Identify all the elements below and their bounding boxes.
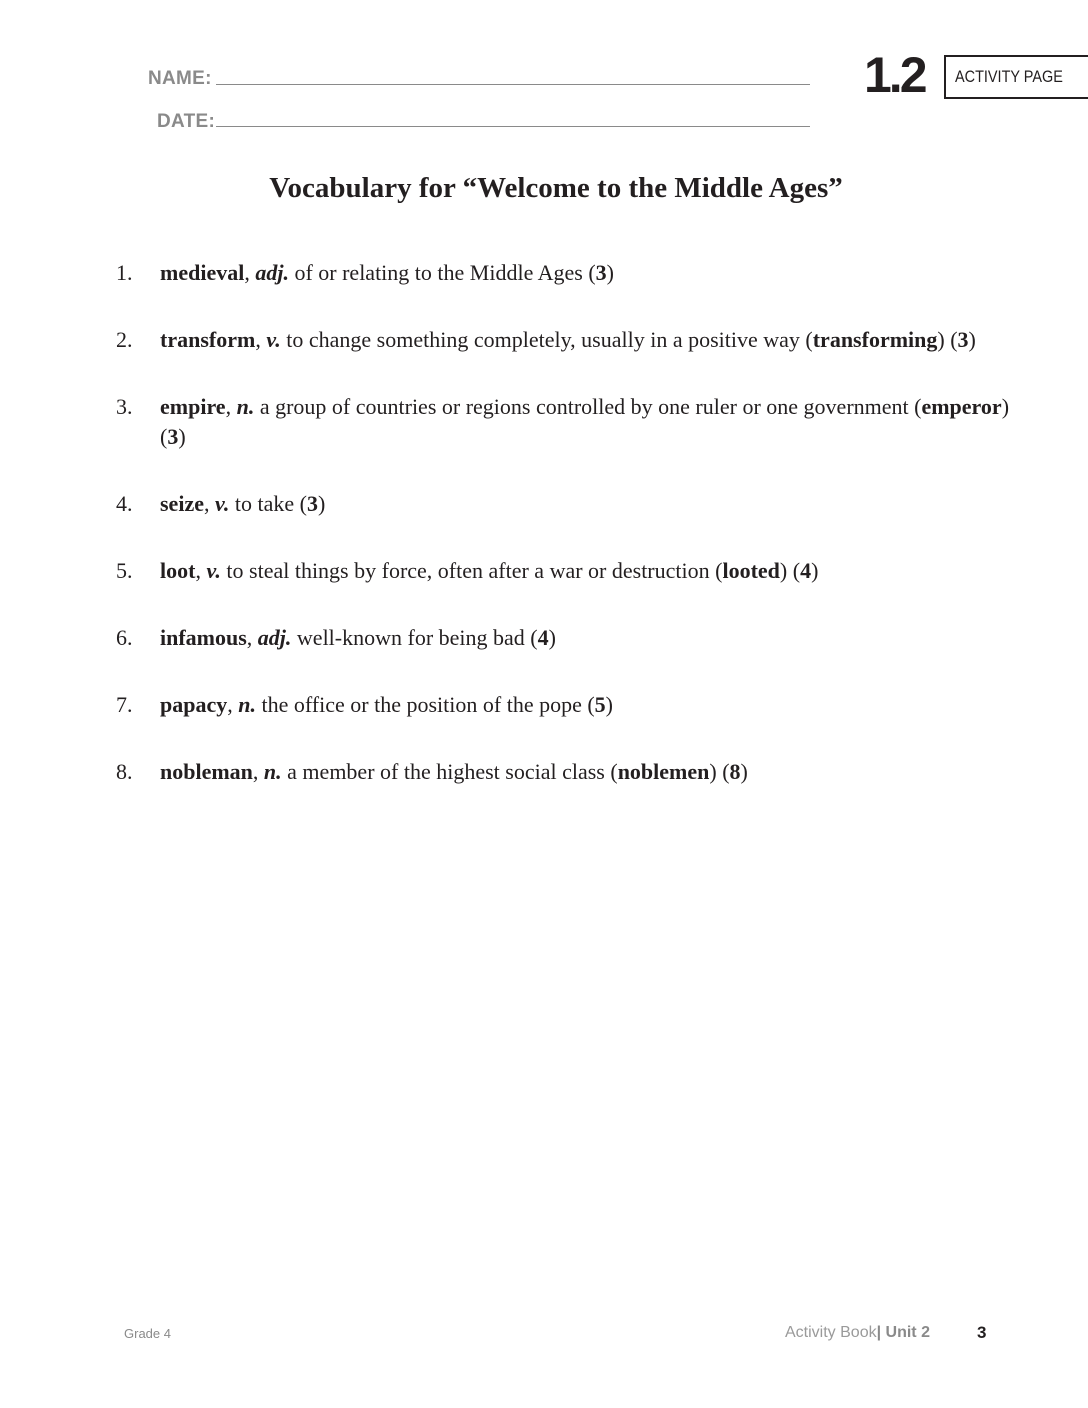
part-of-speech: n. — [263, 759, 282, 784]
vocab-item — [116, 623, 1016, 653]
vocab-definition: a member of the highest social class — [281, 759, 611, 784]
vocab-item-entry: seize, v. to take (3) — [160, 491, 326, 516]
date-line[interactable] — [216, 126, 810, 127]
vocab-word-form: looted — [722, 558, 780, 583]
vocab-word: transform — [160, 327, 256, 352]
vocab-definition: of or relating to the Middle Ages ( — [288, 260, 596, 285]
vocab-word-form: noblemen — [617, 759, 710, 784]
part-of-speech: adj. — [255, 260, 289, 285]
vocab-definition: well-known for being bad ( — [291, 625, 538, 650]
vocab-item — [116, 690, 1016, 720]
vocab-word: empire — [160, 394, 226, 419]
vocab-definition: the office or the position of the pope ( — [256, 692, 595, 717]
activity-number: 1.2 — [864, 47, 925, 103]
vocab-item-entry: medieval, adj. of or relating to the Middle Ages (3) — [160, 260, 614, 285]
vocab-page-ref: 3 — [167, 424, 179, 449]
part-of-speech: v. — [206, 558, 221, 583]
vocab-definition: a group of countries or regions controlled by one ruler or one government — [254, 394, 915, 419]
vocab-page-ref: 5 — [594, 692, 606, 717]
part-of-speech: adj. — [257, 625, 292, 650]
name-label: NAME: — [148, 68, 212, 89]
vocab-definition: to change something completely, usually in a positive way — [280, 327, 806, 352]
activity-page-label: ACTIVITY PAGE — [955, 67, 1063, 86]
footer-book-title: Activity Book — [785, 1324, 877, 1341]
vocab-page-ref: 3 — [957, 327, 969, 352]
vocab-word: papacy — [160, 692, 228, 717]
vocab-word-form: emperor — [921, 394, 1002, 419]
vocab-item-number: 8. — [116, 759, 133, 784]
vocab-item-number: 3. — [116, 394, 133, 419]
page-number: 3 — [977, 1323, 987, 1342]
vocab-item — [116, 757, 1016, 787]
vocab-item-number: 2. — [116, 327, 133, 352]
vocab-item-number: 4. — [116, 491, 133, 516]
vocab-item-number: 5. — [116, 558, 133, 583]
vocab-item-number: 6. — [116, 625, 133, 650]
vocab-definition: to steal things by force, often after a war or destruction — [220, 558, 716, 583]
vocab-page-ref: 4 — [537, 625, 549, 650]
vocab-item-entry: empire, n. a group of countries or regions controlled by one ruler or one government (emperor) (3) — [160, 394, 1010, 449]
vocab-item — [116, 325, 1016, 355]
vocab-page-ref: 3 — [307, 491, 319, 516]
footer-book — [785, 1324, 930, 1342]
vocab-word: loot — [160, 558, 196, 583]
vocab-item-entry: papacy, n. the office or the position of the pope (5) — [160, 692, 613, 717]
vocab-item — [116, 556, 1016, 586]
vocab-item-entry: transform, v. to change something completely, usually in a positive way (transforming) (3) — [160, 327, 976, 352]
vocab-item — [116, 258, 1016, 288]
page-title: Vocabulary for “Welcome to the Middle Ages” — [269, 172, 843, 204]
vocab-page-ref: 3 — [595, 260, 607, 285]
vocab-item-entry: infamous, adj. well-known for being bad (4) — [160, 625, 556, 650]
vocab-item — [116, 392, 1016, 452]
vocab-item — [116, 489, 1016, 519]
footer-unit: | Unit 2 — [876, 1324, 930, 1341]
footer-grade: Grade 4 — [124, 1326, 171, 1341]
part-of-speech: n. — [236, 394, 255, 419]
part-of-speech: n. — [238, 692, 256, 717]
vocab-item-number: 7. — [116, 692, 133, 717]
vocab-word: nobleman — [160, 759, 253, 784]
vocab-word-form: transforming — [812, 327, 938, 352]
vocab-page-ref: 8 — [729, 759, 741, 784]
part-of-speech: v. — [266, 327, 281, 352]
vocab-item-entry: loot, v. to steal things by force, often after a war or destruction (looted) (4) — [160, 558, 819, 583]
vocab-item-number: 1. — [116, 260, 133, 285]
vocab-definition: to take ( — [229, 491, 308, 516]
activity-page-badge — [944, 55, 1088, 99]
vocab-word: medieval — [160, 260, 245, 285]
vocabulary-list — [116, 258, 1016, 824]
part-of-speech: v. — [214, 491, 230, 516]
vocab-word: seize — [160, 491, 204, 516]
date-label: DATE: — [157, 111, 216, 132]
vocab-item-entry: nobleman, n. a member of the highest social class (noblemen) (8) — [160, 759, 748, 784]
vocab-page-ref: 4 — [800, 558, 812, 583]
name-line[interactable] — [216, 84, 810, 85]
vocab-word: infamous — [160, 625, 247, 650]
